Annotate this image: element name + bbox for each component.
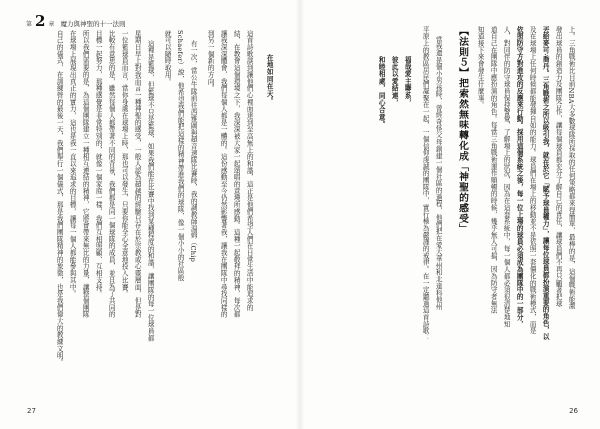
- body-column: 星期日早上對我而言一種神聖的感受，一般人認為超越的經驗只存在於宗教或心靈層面，但是對: [133, 30, 142, 318]
- body-column: 讓我深深體會，我們每個人都是一體的。這份感動至今仍然影響著我，讓我在團隊中尋找同樣的: [219, 30, 228, 318]
- chapter-title: 魔力與神聖的十一法則: [60, 20, 126, 28]
- intro-column: 丟給麥可‧喬丹。三角戰術之所以吸引我，就在於它「賦予球員權力」，讓每位球員都扮演重要的角色，以: [541, 26, 550, 341]
- hymn-ending-line: 在地如同在天。: [265, 54, 274, 105]
- body-column: 在球場上展現出真正的實力，這也是我一直以來追求的目標，讓每一個人都能參與其中。: [68, 30, 77, 298]
- body-column: 這首詩歌談到讓他們心裡面達到至高無上的和諧，這正是他們希望人們在日常生活中能追求的: [245, 30, 254, 311]
- body-column: 當我還是個小男孩時，曾經奇怪父母創建一個社區的過程，他們把在愛大華州和北達科他州: [434, 36, 443, 310]
- page-number-right: 26: [569, 407, 578, 415]
- page-number-left: 27: [27, 407, 36, 415]
- hymn-line: 和睦相處，同心合意。: [377, 56, 386, 128]
- chapter-number: 2: [35, 12, 46, 30]
- body-column: 結，在教會這個環境之下，我深深被大家一起頌唱的意境所感動。這種一起敬拜的精神，每次都: [232, 30, 241, 318]
- body-column: 有一次，當公牛隊前往西雅圖與超音速隊比賽時，我的調教師湯姆（Chip: [189, 40, 198, 263]
- chapter-header: [26, 12, 125, 30]
- intro-column: 人，對同伴的防守球員保持警覺，了解場上的狀況，因為在這套系統中，每一個人都必須很清楚地知: [502, 26, 511, 328]
- intro-column: 及在球場上任何時候都能發揮自如的能力。球員們在場上的移動並不是依照一套僵化的戰術模式，而是: [528, 26, 537, 335]
- intro-column: 上。三角戰術比目前NBA大多數球隊所採取的任何策略都來得簡單，最棒的是，這個戰術能激: [567, 26, 576, 310]
- intro-column: 發出球員的創造力及團隊合作，讓每個球員都充分了解自己的責任，讓球員們不再只顧著把球: [554, 26, 563, 307]
- chapter-suffix: 章: [48, 21, 55, 28]
- law-5-heading: 【法則５】把索然無味轉化成「神聖的感受」: [457, 26, 468, 234]
- body-column: 一位籃球員而言，當你身處在球場上時，那也可以發生，只要你能全心全意地投入比賽。: [120, 30, 129, 298]
- intro-column: 道自己在團隊中應扮演的角色。每當三角戰術運作順暢的時候，幾乎無人可擋，因為防守者無法: [489, 26, 498, 314]
- body-column: 比較有意思的是，雖然每個人都帶著不同的背景，我們都是同一個球隊的成員，並且為了共同的: [107, 30, 116, 318]
- hymn-line: 福哉愛主聯系，: [403, 56, 412, 107]
- body-column: 自己的儀式，在訓練營的最後一天，我們舉行一個儀式，那是我們團隊精神的象徵，也是我們偉大的教練文明。: [55, 30, 64, 366]
- body-column: Schaefer）說，他希望我們能把這樣的精神帶進我們的球隊，像一個小小的社區般: [176, 30, 185, 281]
- chapter-prefix: 第: [26, 21, 33, 28]
- body-column: 到另一個新的方向。: [206, 30, 215, 92]
- hymn-line: 彼此以愛結連，: [390, 56, 399, 107]
- body-column: 目標一起努力，那種感覺是非常特別的，就像一個家庭一樣，我們互相照顧、互相支持。: [94, 30, 103, 298]
- body-column: 這裡是籃球，但籃球不只是籃球，如果我們能在比賽中找到某種程度的和諧，讓團隊的每一位球員都: [146, 40, 155, 342]
- body-column: 所以我們需要的是，為這個團隊建立一種相互連結的精神，它將會帶來無比的力量，讓整個團隊: [81, 30, 90, 318]
- intro-column: 依照防守方對進攻的反應來行動。採用這個系統之後，每一位上場的球員必須成為團隊中的一部分，: [515, 26, 524, 328]
- right-page: [300, 0, 600, 429]
- body-column: 平原上的教區居民們凝聚在一起，一個信仰虔誠的團隊中，實行極為嚴謹的戒律。在一定聽過這首詩歌：: [421, 26, 430, 342]
- intro-column: 知道接下來會發生什麼事。: [476, 26, 485, 109]
- body-column: 就可以隨時取用。: [163, 30, 172, 85]
